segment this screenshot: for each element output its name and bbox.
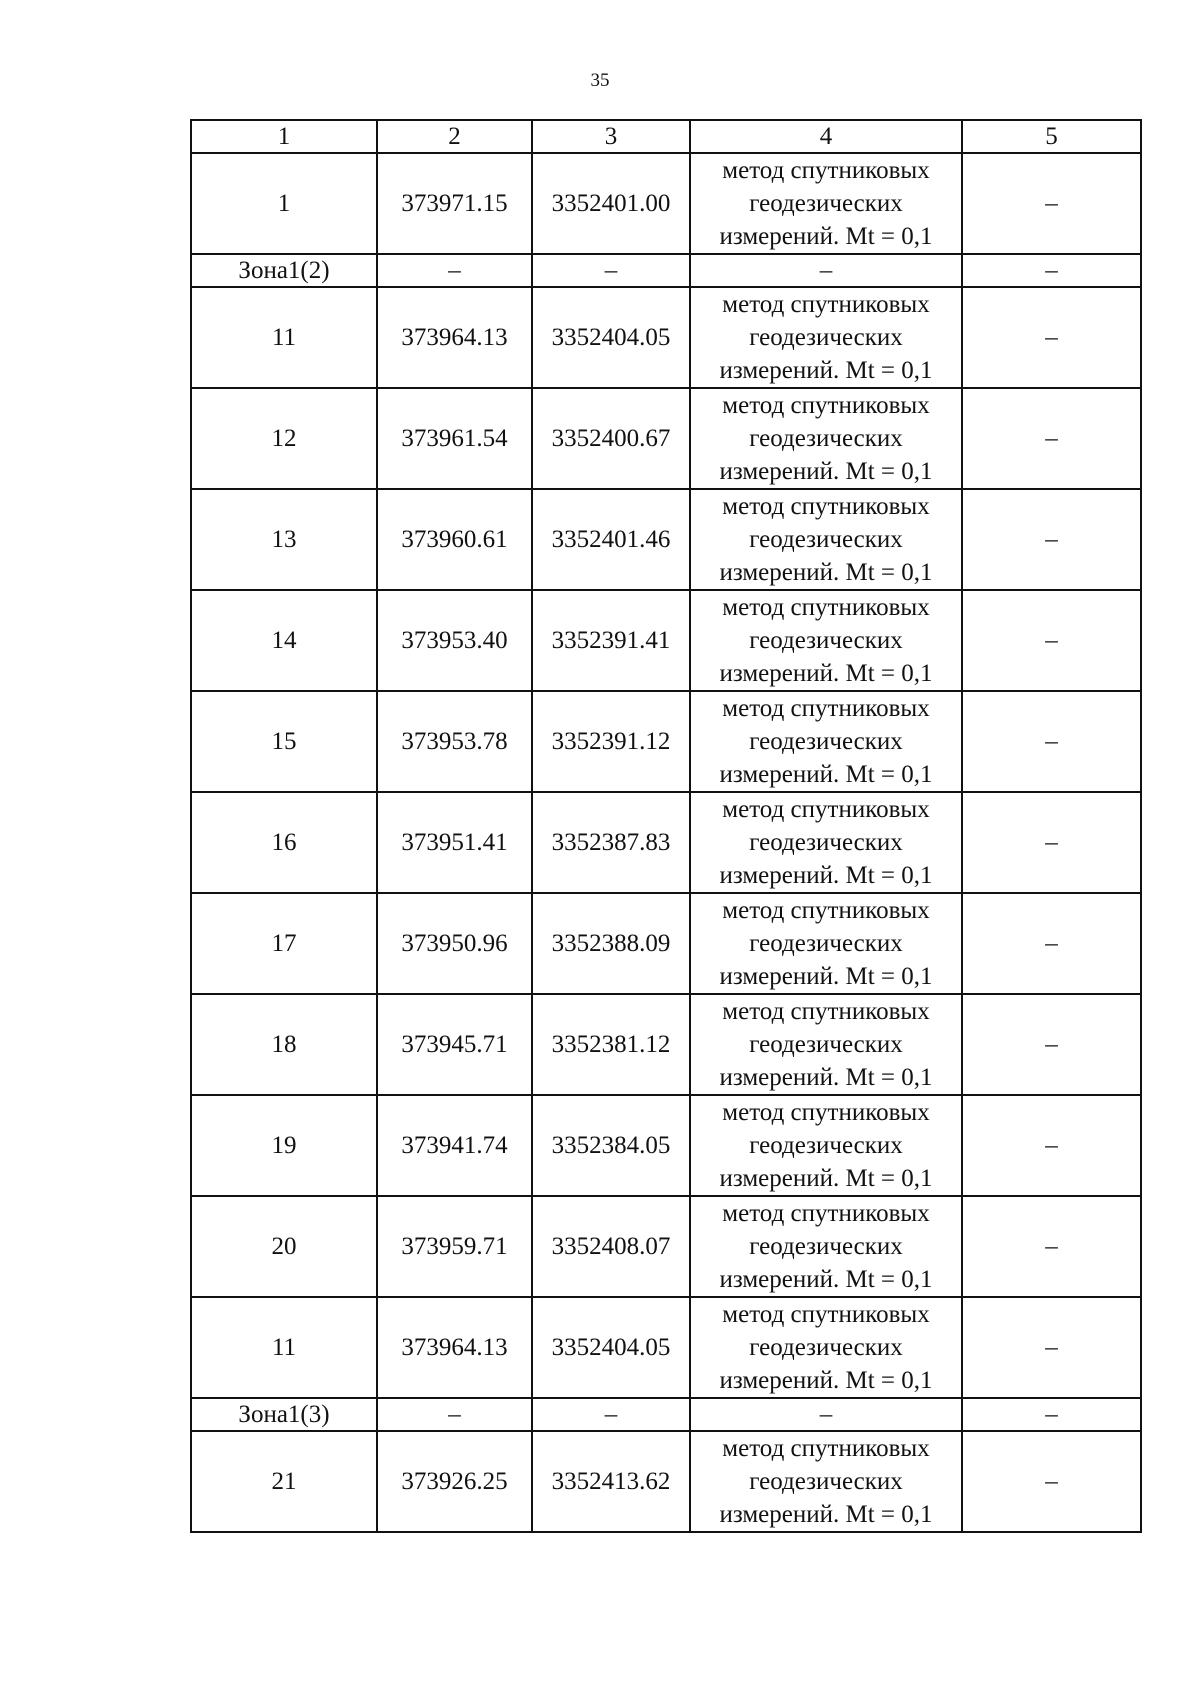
coordinate-y-cell: 3352384.05 [532,1095,690,1196]
method-text-line3: измерений. Mt = 0,1 [719,1266,933,1293]
method-cell [690,1095,962,1196]
method-cell [690,1297,962,1398]
method-text-line1: метод спутниковых [722,392,930,419]
table-row [191,691,1141,792]
method-cell [690,792,962,893]
coordinate-y-cell: – [532,254,690,287]
point-number-cell: 12 [191,388,377,489]
method-cell [690,590,962,691]
method-text-line2: геодезических [749,526,903,553]
method-text-line3: измерений. Mt = 0,1 [719,1165,933,1192]
method-text-line3: измерений. Mt = 0,1 [719,1064,933,1091]
point-number-cell: 14 [191,590,377,691]
method-cell: – [690,254,962,287]
header-cell-3: 3 [532,120,690,153]
point-number-cell: 15 [191,691,377,792]
table-row [191,287,1141,388]
method-text-line1: метод спутниковых [722,291,930,318]
point-number-cell: 18 [191,994,377,1095]
method-text-line2: геодезических [749,1233,903,1260]
method-text-line1: метод спутниковых [722,796,930,823]
method-text-line3: измерений. Mt = 0,1 [719,761,933,788]
coordinate-x-cell: 373964.13 [377,287,532,388]
coordinate-y-cell: 3352408.07 [532,1196,690,1297]
point-number-cell: 13 [191,489,377,590]
method-text-line1: метод спутниковых [722,1301,930,1328]
table-row [191,893,1141,994]
method-text-line3: измерений. Mt = 0,1 [719,1367,933,1394]
method-cell [690,1196,962,1297]
method-text-line1: метод спутниковых [722,897,930,924]
zone-row [191,254,1141,287]
method-text-line3: измерений. Mt = 0,1 [719,1501,933,1528]
table-row [191,1297,1141,1398]
coordinate-x-cell: 373953.40 [377,590,532,691]
method-cell [690,691,962,792]
method-text-line3: измерений. Mt = 0,1 [719,223,933,250]
table-header-row [191,120,1141,153]
method-cell [690,388,962,489]
accuracy-cell: – [962,287,1141,388]
accuracy-cell: – [962,792,1141,893]
coordinate-y-cell: 3352404.05 [532,287,690,388]
table-row [191,1196,1141,1297]
method-text-line3: измерений. Mt = 0,1 [719,458,933,485]
page-number: 35 [590,70,610,91]
method-cell [690,1431,962,1532]
method-text-line3: измерений. Mt = 0,1 [719,963,933,990]
point-number-cell: 1 [191,153,377,254]
coordinate-x-cell: – [377,1398,532,1431]
coordinate-y-cell: – [532,1398,690,1431]
method-text-line2: геодезических [749,1334,903,1361]
table-row [191,153,1141,254]
coordinate-y-cell: 3352400.67 [532,388,690,489]
method-text-line2: геодезических [749,1468,903,1495]
coordinate-y-cell: 3352388.09 [532,893,690,994]
coordinate-y-cell: 3352401.00 [532,153,690,254]
point-number-cell: 17 [191,893,377,994]
method-text-line1: метод спутниковых [722,1200,930,1227]
coordinate-y-cell: 3352391.12 [532,691,690,792]
header-cell-4: 4 [690,120,962,153]
accuracy-cell: – [962,254,1141,287]
method-cell: – [690,1398,962,1431]
coordinates-table [190,119,1142,1533]
method-text-line2: геодезических [749,324,903,351]
coordinate-x-cell: – [377,254,532,287]
coordinate-y-cell: 3352381.12 [532,994,690,1095]
table-row [191,1095,1141,1196]
coordinate-x-cell: 373945.71 [377,994,532,1095]
method-cell [690,489,962,590]
coordinate-x-cell: 373941.74 [377,1095,532,1196]
coordinate-x-cell: 373951.41 [377,792,532,893]
point-number-cell: 19 [191,1095,377,1196]
header-cell-2: 2 [377,120,532,153]
accuracy-cell: – [962,893,1141,994]
point-number-cell: 16 [191,792,377,893]
method-cell [690,287,962,388]
method-text-line2: геодезических [749,829,903,856]
method-text-line3: измерений. Mt = 0,1 [719,559,933,586]
accuracy-cell: – [962,994,1141,1095]
accuracy-cell: – [962,1398,1141,1431]
coordinate-x-cell: 373971.15 [377,153,532,254]
point-number-cell: 21 [191,1431,377,1532]
method-cell [690,893,962,994]
method-text-line2: геодезических [749,425,903,452]
accuracy-cell: – [962,1297,1141,1398]
accuracy-cell: – [962,153,1141,254]
method-text-line3: измерений. Mt = 0,1 [719,862,933,889]
accuracy-cell: – [962,691,1141,792]
method-text-line2: геодезических [749,930,903,957]
accuracy-cell: – [962,1196,1141,1297]
coordinate-x-cell: 373960.61 [377,489,532,590]
accuracy-cell: – [962,489,1141,590]
method-text-line2: геодезических [749,190,903,217]
coordinate-x-cell: 373964.13 [377,1297,532,1398]
coordinate-y-cell: 3352391.41 [532,590,690,691]
method-cell [690,153,962,254]
coordinate-x-cell: 373926.25 [377,1431,532,1532]
table-row [191,792,1141,893]
zone-label-cell: Зона1(2) [191,254,377,287]
method-text-line3: измерений. Mt = 0,1 [719,660,933,687]
method-cell [690,994,962,1095]
header-cell-5: 5 [962,120,1141,153]
accuracy-cell: – [962,388,1141,489]
coordinate-x-cell: 373950.96 [377,893,532,994]
coordinate-x-cell: 373959.71 [377,1196,532,1297]
method-text-line1: метод спутниковых [722,998,930,1025]
coordinate-y-cell: 3352401.46 [532,489,690,590]
table-row [191,994,1141,1095]
accuracy-cell: – [962,1431,1141,1532]
table-row [191,388,1141,489]
method-text-line2: геодезических [749,1031,903,1058]
table-body [191,120,1141,1532]
method-text-line2: геодезических [749,1132,903,1159]
method-text-line3: измерений. Mt = 0,1 [719,357,933,384]
table-row [191,590,1141,691]
coordinate-x-cell: 373953.78 [377,691,532,792]
method-text-line2: геодезических [749,728,903,755]
coordinate-x-cell: 373961.54 [377,388,532,489]
zone-row [191,1398,1141,1431]
method-text-line1: метод спутниковых [722,1435,930,1462]
point-number-cell: 11 [191,287,377,388]
method-text-line1: метод спутниковых [722,594,930,621]
method-text-line1: метод спутниковых [722,493,930,520]
coordinate-y-cell: 3352413.62 [532,1431,690,1532]
point-number-cell: 20 [191,1196,377,1297]
accuracy-cell: – [962,590,1141,691]
coordinate-y-cell: 3352387.83 [532,792,690,893]
method-text-line2: геодезических [749,627,903,654]
zone-label-cell: Зона1(3) [191,1398,377,1431]
table-row [191,1431,1141,1532]
coordinate-y-cell: 3352404.05 [532,1297,690,1398]
method-text-line1: метод спутниковых [722,1099,930,1126]
header-cell-1: 1 [191,120,377,153]
table-row [191,489,1141,590]
method-text-line1: метод спутниковых [722,157,930,184]
point-number-cell: 11 [191,1297,377,1398]
method-text-line1: метод спутниковых [722,695,930,722]
accuracy-cell: – [962,1095,1141,1196]
